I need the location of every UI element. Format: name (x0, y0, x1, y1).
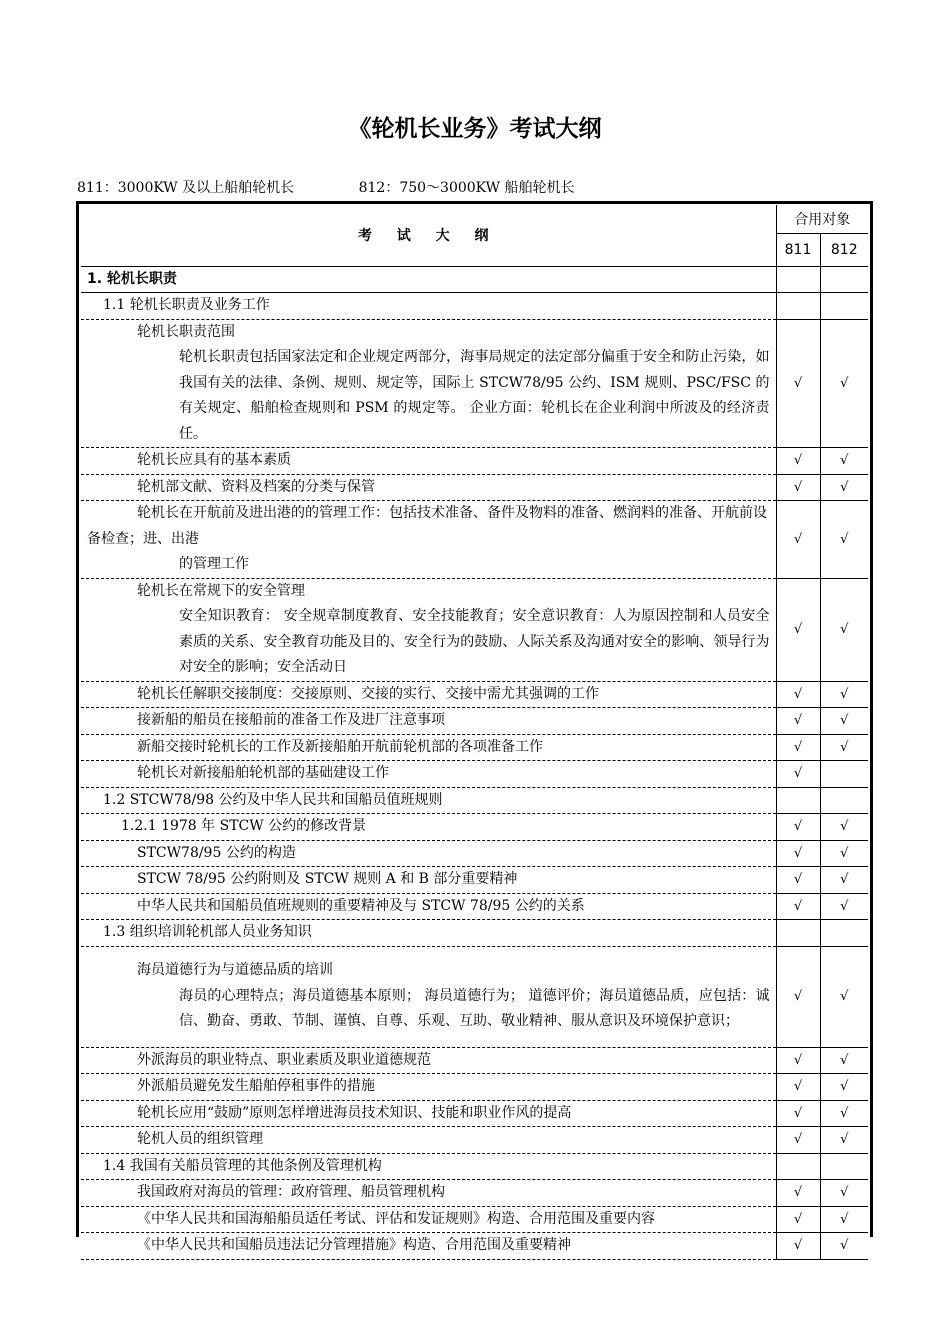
check-812: √ (820, 681, 868, 708)
item-new-ship-infrastructure: 轮机长对新接船舶轮机部的基础建设工作 (81, 761, 776, 788)
item-safety-management (81, 578, 776, 681)
check-811: √ (776, 501, 820, 579)
item-label: 海员道德行为与道德品质的培训 (137, 962, 333, 979)
item-duties-scope (81, 319, 776, 448)
item-departure-management (81, 501, 776, 579)
check-812: √ (820, 1100, 868, 1127)
check-811: √ (776, 734, 820, 761)
check-811: √ (776, 1100, 820, 1127)
check-811: √ (776, 761, 820, 788)
item-organization: 轮机人员的组织管理 (81, 1127, 776, 1154)
item-overseas-seafarers: 外派海员的职业特点、职业素质及职业道德规范 (81, 1047, 776, 1074)
section-1-3: 1.3 组织培训轮机部人员业务知识 (81, 920, 776, 947)
header-syllabus: 考 试 大 纲 (81, 205, 776, 266)
item-stcw-structure: STCW78/95 公约的构造 (81, 840, 776, 867)
item-documents: 轮机部文献、资料及档案的分类与保管 (81, 474, 776, 501)
check-812: √ (820, 708, 868, 735)
check-812: √ (820, 1180, 868, 1207)
check-811: √ (776, 448, 820, 475)
check-811: √ (776, 893, 820, 920)
header-811: 811 (776, 233, 820, 266)
check-811: √ (776, 1206, 820, 1233)
section-1-1: 1.1 轮机长职责及业务工作 (81, 293, 776, 320)
check-812: √ (820, 1047, 868, 1074)
syllabus-table (81, 205, 868, 1260)
check-812: √ (820, 893, 868, 920)
section-1: 1. 轮机长职责 (81, 266, 776, 293)
check-812 (820, 293, 868, 320)
category-812: 812：750～3000KW 船舶轮机长 (358, 180, 575, 196)
check-812: √ (820, 1206, 868, 1233)
check-812: √ (820, 946, 868, 1047)
item-watch-rules: 中华人民共和国船员值班规则的重要精神及与 STCW 78/95 公约的关系 (81, 893, 776, 920)
check-812: √ (820, 1074, 868, 1101)
check-811 (776, 293, 820, 320)
check-812: √ (820, 578, 868, 681)
check-811: √ (776, 1047, 820, 1074)
section-1-2: 1.2 STCW78/98 公约及中华人民共和国船员值班规则 (81, 787, 776, 814)
check-812: √ (820, 840, 868, 867)
check-811: √ (776, 578, 820, 681)
check-812 (820, 266, 868, 293)
page-title: 《轮机长业务》考试大纲 (348, 116, 602, 142)
check-811: √ (776, 1233, 820, 1260)
check-812 (820, 761, 868, 788)
item-motivation: 轮机长应用“鼓励”原则怎样增进海员技术知识、技能和职业作风的提高 (81, 1100, 776, 1127)
check-812 (820, 1153, 868, 1180)
section-1-4: 1.4 我国有关船员管理的其他条例及管理机构 (81, 1153, 776, 1180)
check-811 (776, 266, 820, 293)
header-812: 812 (820, 233, 868, 266)
check-812: √ (820, 734, 868, 761)
item-description: 轮机长职责包括国家法定和企业规定两部分，海事局规定的法定部分偏重于安全和防止污染，如我国有关的法律、条例、规则、规定等，国际上 STCW78/95 公约、ISM 规则、PSC/FSC 的有关规定、船舶检查规则和 PSM 的规定等。 企业方面：轮机长在企业利润中所波及的经济责任。 (179, 349, 770, 442)
item-label: 轮机长职责范围 (137, 323, 235, 340)
check-812: √ (820, 474, 868, 501)
candidate-categories (77, 177, 574, 197)
item-text-tail: 的管理工作 (179, 556, 249, 572)
header-applicable: 合用对象 (776, 205, 868, 233)
item-off-hire: 外派船员避免发生船舶停租事件的措施 (81, 1074, 776, 1101)
check-811: √ (776, 319, 820, 448)
check-812: √ (820, 319, 868, 448)
category-811: 811：3000KW 及以上船舶轮机长 (77, 180, 295, 196)
check-812: √ (820, 448, 868, 475)
check-811: √ (776, 946, 820, 1047)
check-812 (820, 920, 868, 947)
check-811: √ (776, 840, 820, 867)
item-government-management: 我国政府对海员的管理：政府管理、船员管理机构 (81, 1180, 776, 1207)
item-ethics-training (81, 946, 776, 1047)
check-812: √ (820, 1127, 868, 1154)
check-811: √ (776, 681, 820, 708)
check-811: √ (776, 1180, 820, 1207)
item-description: 安全知识教育： 安全规章制度教育、安全技能教育；安全意识教育：人为原因控制和人员安全素质的关系、安全教育功能及目的、安全行为的鼓励、人际关系及沟通对安全的影响、领导行为对安全的影响；安全活动日 (179, 608, 770, 675)
check-811: √ (776, 1074, 820, 1101)
item-label: 轮机长在常规下的安全管理 (137, 582, 305, 599)
check-811: √ (776, 474, 820, 501)
check-812: √ (820, 501, 868, 579)
item-basic-qualities: 轮机长应具有的基本素质 (81, 448, 776, 475)
item-competency-rules: 《中华人民共和国海船船员适任考试、评估和发证规则》构造、合用范围及重要内容 (81, 1206, 776, 1233)
item-violation-points: 《中华人民共和国船员违法记分管理措施》构造、合用范围及重要精神 (81, 1233, 776, 1260)
item-stcw-annex: STCW 78/95 公约附则及 STCW 规则 A 和 B 部分重要精神 (81, 867, 776, 894)
check-811 (776, 1153, 820, 1180)
item-new-ship-handover: 新船交接时轮机长的工作及新接船舶开航前轮机部的各项准备工作 (81, 734, 776, 761)
check-811 (776, 787, 820, 814)
item-text: 轮机长在开航前及进出港的的管理工作：包括技术准备、备件及物料的准备、燃润料的准备、开航前设备检查；进、出港 (87, 505, 767, 547)
check-812: √ (820, 814, 868, 841)
check-811: √ (776, 1127, 820, 1154)
check-812: √ (820, 867, 868, 894)
item-description: 海员的心理特点；海员道德基本原则； 海员道德行为； 道德评价；海员道德品质，应包括：诚信、勤奋、勇敢、节制、谨慎、自尊、乐观、互助、敬业精神、服从意识及环境保护意识； (179, 987, 770, 1030)
item-handover: 轮机长任解职交接制度：交接原则、交接的实行、交接中需尤其强调的工作 (81, 681, 776, 708)
item-new-ship-prep: 接新船的船员在接船前的准备工作及进厂注意事项 (81, 708, 776, 735)
check-811: √ (776, 708, 820, 735)
check-811: √ (776, 814, 820, 841)
check-811 (776, 920, 820, 947)
item-1-2-1: 1.2.1 1978 年 STCW 公约的修改背景 (81, 814, 776, 841)
check-812: √ (820, 1233, 868, 1260)
check-812 (820, 787, 868, 814)
check-811: √ (776, 867, 820, 894)
